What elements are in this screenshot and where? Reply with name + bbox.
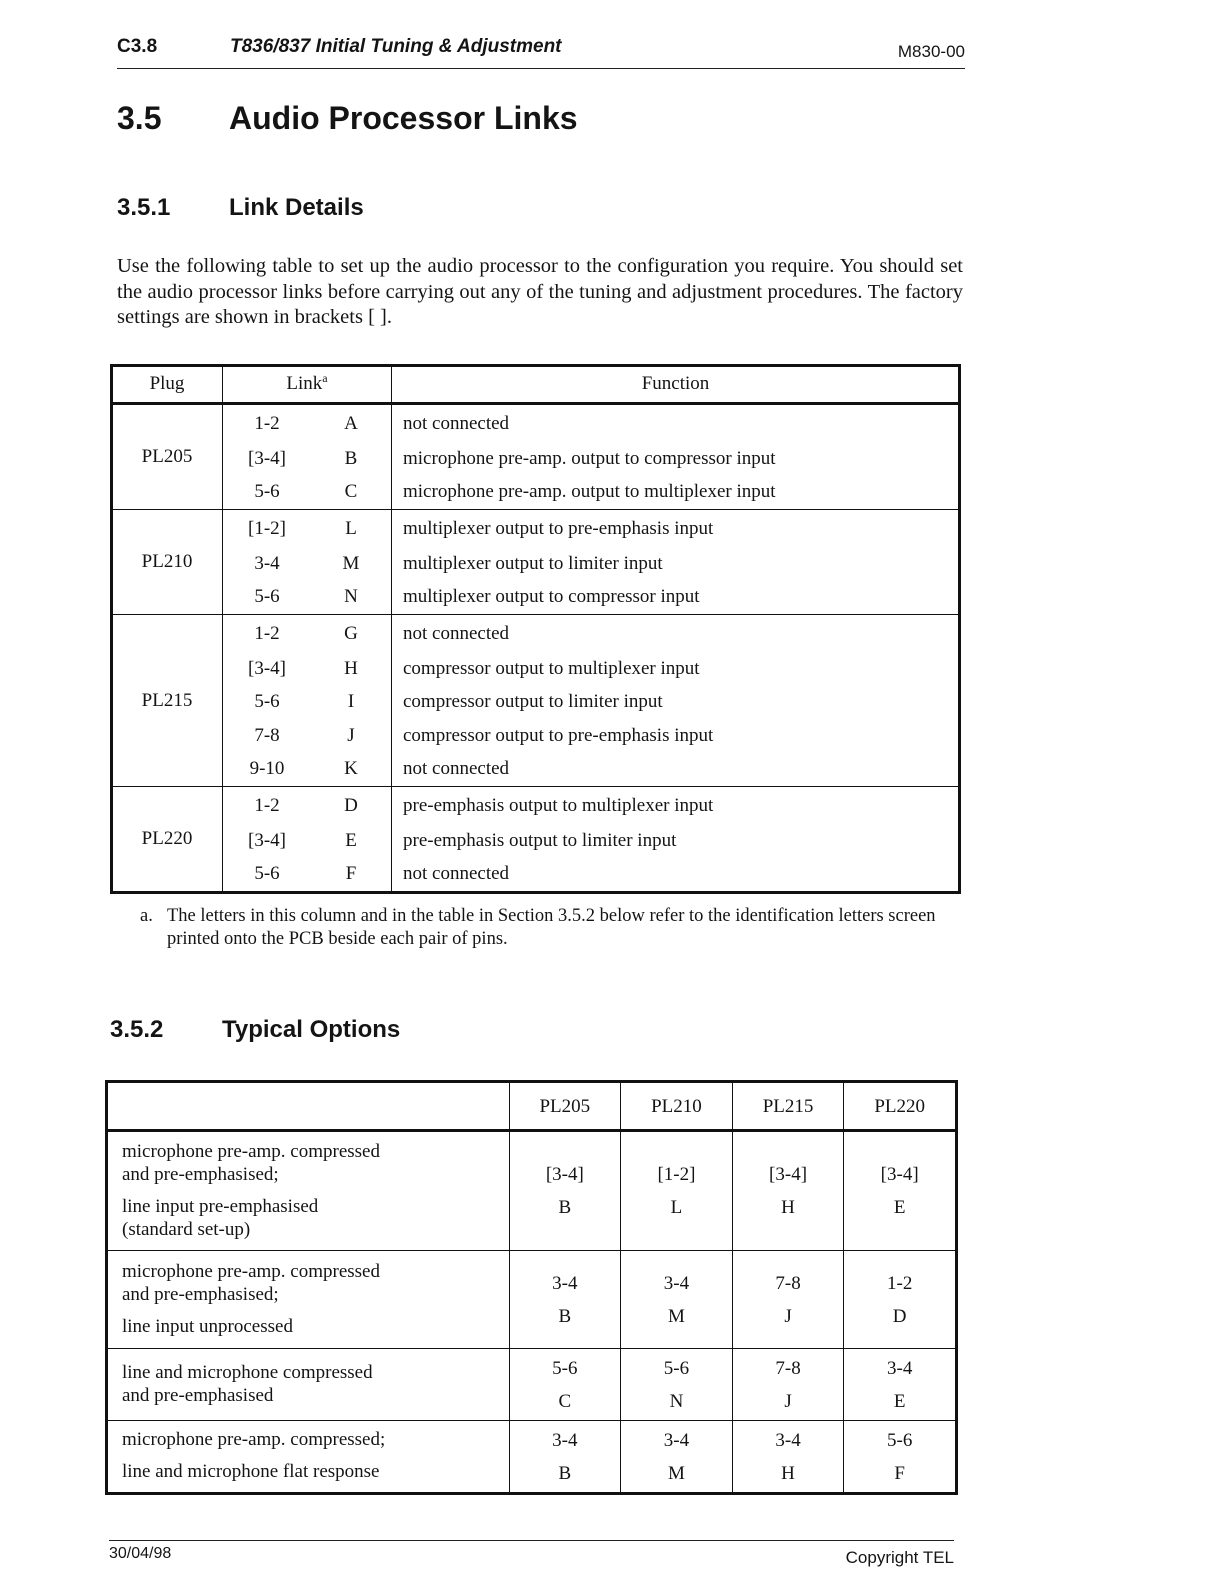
option-value-cell <box>621 1421 733 1493</box>
option-description <box>108 1131 510 1251</box>
link-pins-cell: [3-4] <box>248 657 286 679</box>
option-value-cell <box>732 1421 844 1493</box>
option-pins: 3-4 <box>775 1429 801 1451</box>
link-pins-cell: 3-4 <box>254 552 280 574</box>
link-letter-cell: H <box>311 652 392 686</box>
function-cell: microphone pre-amp. output to compressor input <box>403 447 776 469</box>
table-row <box>112 442 959 476</box>
function-cell: not connected <box>403 622 510 644</box>
link-pins-cell: 5-6 <box>223 858 312 892</box>
option-description-line: microphone pre-amp. compressed; <box>122 1429 386 1450</box>
link-pins-cell: 5-6 <box>223 581 312 615</box>
link-details-table <box>112 366 959 892</box>
link-letter-cell: I <box>311 686 392 720</box>
page-footer <box>109 1540 954 1571</box>
option-description <box>108 1251 510 1349</box>
option-value-cell <box>732 1349 844 1421</box>
option-value-cell <box>509 1251 621 1349</box>
column-header-plug: PL220 <box>844 1083 956 1131</box>
link-pins-cell: 7-8 <box>254 724 280 746</box>
option-letter: L <box>670 1197 683 1218</box>
option-value-cell <box>732 1251 844 1349</box>
footnote-label: a. <box>140 906 153 926</box>
option-letter: B <box>558 1197 572 1218</box>
link-pins-cell: 1-2 <box>254 412 280 434</box>
option-pins: 3-4 <box>552 1429 578 1451</box>
link-letter-cell: F <box>311 858 392 892</box>
option-letter: M <box>667 1305 685 1327</box>
option-value-cell <box>509 1421 621 1493</box>
option-pins: [3-4] <box>880 1164 919 1185</box>
typical-options-table <box>107 1082 956 1493</box>
option-description-line: line and microphone flat response <box>122 1461 380 1482</box>
column-header-plug: Plug <box>112 366 223 404</box>
option-pins: 3-4 <box>552 1272 578 1294</box>
option-pins: [3-4] <box>545 1164 584 1185</box>
column-header-link: Link$^a$ <box>223 366 392 404</box>
option-letter: D <box>892 1305 907 1327</box>
link-pins-cell: 5-6 <box>223 476 312 510</box>
column-header-function: Function <box>392 366 960 404</box>
function-cell: pre-emphasis output to multiplexer input <box>403 794 714 816</box>
table-row <box>112 787 959 825</box>
link-letter-cell: M <box>311 547 392 581</box>
column-header-plug: PL210 <box>621 1083 733 1131</box>
option-letter: C <box>558 1390 572 1412</box>
option-pins: 1-2 <box>887 1272 913 1294</box>
option-letter: N <box>669 1390 684 1412</box>
link-table-header <box>112 366 959 404</box>
option-pins: 3-4 <box>663 1429 690 1451</box>
table-row <box>108 1349 956 1421</box>
column-header-plug: PL205 <box>509 1083 621 1131</box>
option-value-cell <box>621 1349 733 1421</box>
table-row <box>112 404 959 443</box>
link-pins-cell: 1-2 <box>254 794 280 816</box>
page-number: C3.8 <box>117 36 158 57</box>
option-description <box>108 1349 510 1421</box>
table-row <box>108 1131 956 1251</box>
link-pins-cell: [3-4] <box>248 447 286 469</box>
option-description-line: microphone pre-amp. compressed and pre-emphasised; <box>122 1260 380 1305</box>
option-pins: 5-6 <box>552 1357 578 1379</box>
option-letter: M <box>667 1462 685 1484</box>
table-row <box>108 1251 956 1349</box>
intro-paragraph: Use the following table to set up the audio processor to the configuration you require. You should set the audio processor links before carrying out any of the tuning and adjustment procedures. The factory settings are shown in brackets [ ]. <box>117 255 963 328</box>
link-letter-cell: J <box>311 719 392 753</box>
header-title: T836/837 Initial Tuning & Adjustment <box>230 36 562 57</box>
subsection-number: 3.5.1 <box>117 194 171 221</box>
link-letter-cell: N <box>311 581 392 615</box>
table-row <box>112 686 959 720</box>
function-cell: multiplexer output to compressor input <box>392 581 960 615</box>
function-cell: multiplexer output to limiter input <box>403 552 663 574</box>
option-value-cell <box>509 1131 621 1251</box>
column-header-plug: PL215 <box>732 1083 844 1131</box>
function-cell: compressor output to multiplexer input <box>403 657 700 679</box>
function-cell: not connected <box>403 412 510 434</box>
option-pins: 5-6 <box>887 1429 913 1451</box>
table-row <box>112 719 959 753</box>
option-letter: H <box>781 1197 795 1218</box>
table-row <box>108 1421 956 1493</box>
option-value-cell <box>844 1131 956 1251</box>
option-value-cell <box>621 1251 733 1349</box>
option-letter: F <box>894 1462 905 1484</box>
page-header <box>117 34 965 69</box>
link-letter-cell: C <box>311 476 392 510</box>
table-row <box>112 510 959 548</box>
option-description-line: line input unprocessed <box>122 1315 293 1337</box>
option-value-cell <box>509 1349 621 1421</box>
plug-cell: PL210 <box>112 510 223 615</box>
link-letter-cell: A <box>311 404 392 443</box>
table-row <box>112 547 959 581</box>
function-cell: microphone pre-amp. output to multiplexer input <box>392 476 960 510</box>
option-pins: 3-4 <box>887 1357 913 1379</box>
document-number: M830-00 <box>897 42 965 61</box>
footer-copyright: Copyright TEL <box>845 1548 954 1567</box>
table-row <box>112 476 959 510</box>
column-header-blank <box>108 1083 510 1131</box>
section-number: 3.5 <box>117 100 162 136</box>
link-letter-cell: L <box>311 510 392 548</box>
option-description-line: line and microphone compressed and pre-emphasised <box>122 1361 373 1406</box>
link-pins-cell: [3-4] <box>248 829 286 851</box>
option-description-line: line input pre-emphasised (standard set-up) <box>122 1195 319 1240</box>
subsection-number: 3.5.2 <box>110 1016 164 1043</box>
footnote-text: The letters in this column and in the table in Section 3.5.2 below refer to the identification letters screen printed onto the PCB beside each pair of pins. <box>167 906 936 949</box>
footnote-marker: a <box>322 371 328 385</box>
option-description-line: microphone pre-amp. compressed and pre-emphasised; <box>122 1140 380 1185</box>
option-pins: [1-2] <box>657 1164 696 1185</box>
link-letter-cell: K <box>311 753 392 787</box>
function-cell: multiplexer output to pre-emphasis input <box>403 517 714 539</box>
link-pins-cell: 9-10 <box>223 753 312 787</box>
options-table-header <box>108 1083 956 1131</box>
option-letter: J <box>784 1390 792 1412</box>
option-value-cell <box>844 1349 956 1421</box>
link-pins-cell: 5-6 <box>254 691 280 713</box>
option-description <box>108 1421 510 1493</box>
table-footnote <box>140 905 960 951</box>
option-letter: B <box>558 1305 572 1327</box>
option-letter: J <box>784 1305 792 1327</box>
option-letter: E <box>893 1197 906 1218</box>
function-cell: pre-emphasis output to limiter input <box>403 829 677 851</box>
option-pins: 3-4 <box>663 1272 690 1294</box>
function-cell: not connected <box>392 753 960 787</box>
table-row <box>112 581 959 615</box>
table-row <box>112 824 959 858</box>
option-value-cell <box>621 1131 733 1251</box>
function-cell: compressor output to pre-emphasis input <box>403 724 714 746</box>
option-pins: [3-4] <box>769 1164 808 1185</box>
link-pins-cell: 1-2 <box>254 622 280 644</box>
footer-date: 30/04/98 <box>109 1545 172 1562</box>
subsection-title: Link Details <box>229 194 364 221</box>
option-letter: B <box>558 1462 572 1484</box>
option-pins: 7-8 <box>775 1357 801 1379</box>
link-pins-cell: [1-2] <box>248 517 286 539</box>
option-letter: E <box>893 1390 906 1412</box>
option-value-cell <box>732 1131 844 1251</box>
link-letter-cell: E <box>311 824 392 858</box>
plug-cell: PL220 <box>112 787 223 892</box>
option-pins: 7-8 <box>775 1272 801 1294</box>
option-value-cell <box>844 1421 956 1493</box>
function-cell: not connected <box>392 858 960 892</box>
table-row <box>112 652 959 686</box>
function-cell: compressor output to limiter input <box>403 691 663 713</box>
option-pins: 5-6 <box>663 1357 690 1379</box>
option-letter: H <box>781 1462 795 1484</box>
link-letter-cell: D <box>311 787 392 825</box>
section-title: Audio Processor Links <box>229 100 578 136</box>
plug-cell: PL205 <box>112 404 223 510</box>
plug-cell: PL215 <box>112 615 223 787</box>
option-value-cell <box>844 1251 956 1349</box>
link-letter-cell: B <box>311 442 392 476</box>
table-row <box>112 753 959 787</box>
table-row <box>112 858 959 892</box>
subsection-title: Typical Options <box>222 1016 401 1043</box>
table-row <box>112 615 959 653</box>
link-letter-cell: G <box>311 615 392 653</box>
